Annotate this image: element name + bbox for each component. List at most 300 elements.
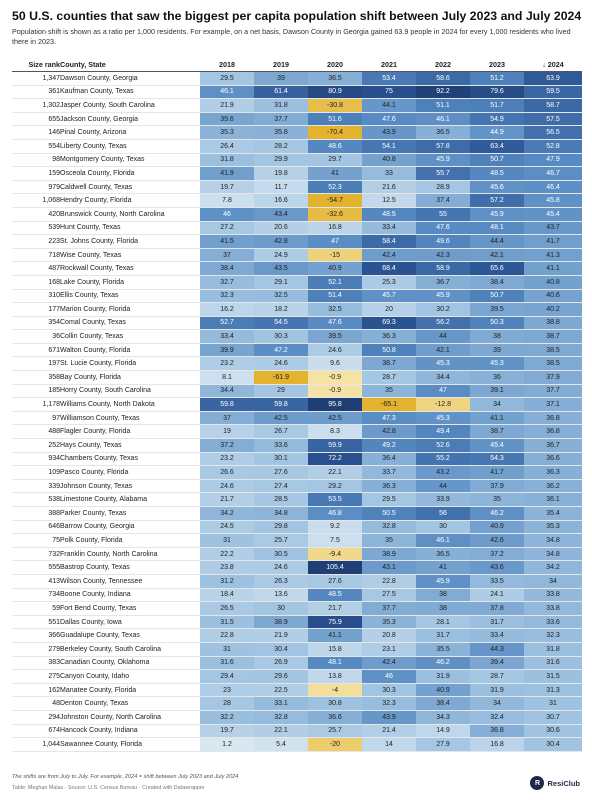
county-state-cell: Bay County, Florida [60, 371, 200, 385]
value-cell: 35 [470, 493, 524, 507]
size-rank-cell: 1,347 [12, 72, 60, 86]
value-cell: 27.5 [362, 588, 416, 602]
county-state-cell: St. Lucie County, Florida [60, 357, 200, 371]
value-cell: 27.6 [308, 574, 362, 588]
table-body [12, 72, 582, 752]
value-cell: 52.3 [308, 180, 362, 194]
value-cell: 42.5 [254, 411, 308, 425]
table-row [12, 126, 582, 140]
value-cell: 65.6 [470, 262, 524, 276]
value-cell: 50.7 [470, 153, 524, 167]
table-row [12, 534, 582, 548]
value-cell: 29.7 [308, 153, 362, 167]
value-cell: 40.6 [524, 289, 582, 303]
value-cell: 40.2 [524, 303, 582, 317]
value-cell: 52.8 [524, 139, 582, 153]
value-cell: 16.2 [200, 303, 254, 317]
value-cell: 35 [362, 534, 416, 548]
size-rank-cell: 159 [12, 167, 60, 181]
value-cell: 39 [470, 343, 524, 357]
value-cell: 54.9 [470, 112, 524, 126]
size-rank-cell: 354 [12, 316, 60, 330]
value-cell: 16.6 [254, 194, 308, 208]
size-rank-cell: 646 [12, 520, 60, 534]
table-row [12, 493, 582, 507]
value-cell: 23.1 [362, 642, 416, 656]
county-state-cell: Brunswick County, North Carolina [60, 207, 200, 221]
value-cell: 41.5 [200, 235, 254, 249]
value-cell: 38.4 [470, 275, 524, 289]
value-cell: 47.3 [362, 411, 416, 425]
value-cell: 19 [200, 425, 254, 439]
value-cell: 36.1 [524, 493, 582, 507]
size-rank-cell: 162 [12, 683, 60, 697]
value-cell: 35.3 [524, 520, 582, 534]
value-cell: 41.1 [470, 411, 524, 425]
value-cell: 20.8 [362, 629, 416, 643]
value-cell: 22.1 [308, 466, 362, 480]
value-cell: 26.9 [254, 656, 308, 670]
table-row [12, 452, 582, 466]
value-cell: 37.7 [362, 602, 416, 616]
resiclub-logo [530, 776, 580, 790]
size-rank-cell: 252 [12, 439, 60, 453]
value-cell: 19.7 [200, 724, 254, 738]
table-row [12, 303, 582, 317]
table-row [12, 615, 582, 629]
value-cell: 34 [524, 574, 582, 588]
header-2021[interactable]: 2021 [362, 58, 416, 72]
table-row [12, 371, 582, 385]
county-state-cell: Hendry County, Florida [60, 194, 200, 208]
table-row [12, 207, 582, 221]
value-cell: 46.2 [416, 656, 470, 670]
value-cell: 49.4 [416, 425, 470, 439]
value-cell: 34 [470, 697, 524, 711]
size-rank-cell: 275 [12, 670, 60, 684]
logo-mark-icon: R [530, 776, 544, 790]
value-cell: 21.7 [200, 493, 254, 507]
value-cell: 52.7 [200, 316, 254, 330]
value-cell: 75.9 [308, 615, 362, 629]
value-cell: 30.3 [254, 330, 308, 344]
county-state-cell: Hays County, Texas [60, 439, 200, 453]
value-cell: 43.4 [254, 207, 308, 221]
value-cell: 21.9 [200, 99, 254, 113]
value-cell: 37.4 [416, 194, 470, 208]
value-cell: 45.7 [362, 289, 416, 303]
header-2024-sorted[interactable]: ↓ 2024 [524, 58, 582, 72]
value-cell: 45.9 [416, 574, 470, 588]
value-cell: 56.5 [524, 126, 582, 140]
value-cell: 46.1 [416, 534, 470, 548]
county-state-cell: Limestone County, Alabama [60, 493, 200, 507]
value-cell: 24.1 [470, 588, 524, 602]
value-cell: 46 [200, 207, 254, 221]
value-cell: 19.7 [200, 180, 254, 194]
value-cell: 30 [416, 520, 470, 534]
value-cell: 32.3 [200, 289, 254, 303]
value-cell: 51.2 [470, 72, 524, 86]
value-cell: 34.4 [416, 371, 470, 385]
size-rank-cell: 279 [12, 642, 60, 656]
value-cell: 45.4 [470, 439, 524, 453]
value-cell: 27.4 [254, 479, 308, 493]
value-cell: 46.2 [470, 507, 524, 521]
value-cell: 45.3 [416, 357, 470, 371]
value-cell: 23 [200, 683, 254, 697]
value-cell: 47.6 [308, 316, 362, 330]
size-rank-cell: 488 [12, 425, 60, 439]
county-state-cell: Berkeley County, South Carolina [60, 642, 200, 656]
value-cell: 28.1 [416, 615, 470, 629]
table-row [12, 398, 582, 412]
table-row [12, 670, 582, 684]
value-cell: 68.4 [362, 262, 416, 276]
value-cell: 30.8 [308, 697, 362, 711]
value-cell: 41.9 [200, 167, 254, 181]
value-cell: 29.4 [200, 670, 254, 684]
value-cell: 33 [362, 167, 416, 181]
value-cell: 63.4 [470, 139, 524, 153]
value-cell: 36.6 [524, 452, 582, 466]
value-cell: 58.6 [416, 72, 470, 86]
value-cell: -32.6 [308, 207, 362, 221]
value-cell: 32.8 [254, 710, 308, 724]
table-row [12, 316, 582, 330]
value-cell: 33.4 [362, 221, 416, 235]
value-cell: 1.2 [200, 738, 254, 752]
value-cell: 23.2 [200, 357, 254, 371]
value-cell: 36.8 [524, 411, 582, 425]
size-rank-cell: 674 [12, 724, 60, 738]
value-cell: 58.9 [416, 262, 470, 276]
value-cell: 29.8 [254, 520, 308, 534]
value-cell: -12.8 [416, 398, 470, 412]
table-row [12, 710, 582, 724]
value-cell: 26.3 [254, 574, 308, 588]
value-cell: 40.8 [524, 275, 582, 289]
county-state-cell: Hunt County, Texas [60, 221, 200, 235]
value-cell: 31.8 [524, 642, 582, 656]
value-cell: 18.2 [254, 303, 308, 317]
value-cell: 35.8 [254, 126, 308, 140]
value-cell: 37.1 [524, 398, 582, 412]
table-row [12, 221, 582, 235]
value-cell: 43.9 [362, 126, 416, 140]
table-row [12, 561, 582, 575]
value-cell: 32.5 [308, 303, 362, 317]
value-cell: 35.4 [524, 507, 582, 521]
county-state-cell: Pasco County, Florida [60, 466, 200, 480]
county-state-cell: Denton County, Texas [60, 697, 200, 711]
value-cell: -4 [308, 683, 362, 697]
value-cell: 33.6 [254, 439, 308, 453]
value-cell: 21.4 [362, 724, 416, 738]
credit-line: Table: Meghan Malas · Source: U.S. Census Bureau · Created with Datawrapper [12, 785, 205, 791]
county-state-cell: Fort Bend County, Texas [60, 602, 200, 616]
table-row [12, 112, 582, 126]
value-cell: 59.8 [254, 398, 308, 412]
value-cell: 29 [254, 384, 308, 398]
county-state-cell: Sawannee County, Florida [60, 738, 200, 752]
value-cell: 48.1 [308, 656, 362, 670]
value-cell: 34.8 [524, 534, 582, 548]
size-rank-cell: 671 [12, 343, 60, 357]
county-state-cell: Wise County, Texas [60, 248, 200, 262]
value-cell: 28.7 [362, 371, 416, 385]
value-cell: 39.5 [470, 303, 524, 317]
value-cell: 37.9 [470, 479, 524, 493]
size-rank-cell: 48 [12, 697, 60, 711]
value-cell: 26.4 [200, 139, 254, 153]
value-cell: 22.8 [200, 629, 254, 643]
value-cell: 31.7 [470, 615, 524, 629]
value-cell: 30 [254, 602, 308, 616]
value-cell: 23.2 [200, 452, 254, 466]
size-rank-cell: 98 [12, 153, 60, 167]
county-state-cell: Liberty County, Texas [60, 139, 200, 153]
value-cell: 36.6 [308, 710, 362, 724]
table-row [12, 425, 582, 439]
size-rank-cell: 934 [12, 452, 60, 466]
value-cell: 33.4 [470, 629, 524, 643]
value-cell: 34.4 [200, 384, 254, 398]
county-state-cell: Dallas County, Iowa [60, 615, 200, 629]
county-state-cell: Manatee County, Florida [60, 683, 200, 697]
value-cell: 34.8 [524, 547, 582, 561]
value-cell: 44 [416, 479, 470, 493]
value-cell: 42.6 [470, 534, 524, 548]
value-cell: 48.5 [308, 588, 362, 602]
value-cell: 42.4 [362, 248, 416, 262]
value-cell: 12.5 [362, 194, 416, 208]
value-cell: 31.5 [524, 670, 582, 684]
value-cell: 47 [416, 384, 470, 398]
size-rank-cell: 655 [12, 112, 60, 126]
value-cell: 37.8 [470, 602, 524, 616]
value-cell: 36.7 [416, 275, 470, 289]
header-2020[interactable]: 2020 [308, 58, 362, 72]
value-cell: 39.9 [200, 343, 254, 357]
value-cell: 38.5 [524, 343, 582, 357]
value-cell: 30.7 [524, 710, 582, 724]
value-cell: 16.8 [308, 221, 362, 235]
value-cell: 48.5 [362, 207, 416, 221]
size-rank-cell: 1,044 [12, 738, 60, 752]
table-row [12, 738, 582, 752]
size-rank-cell: 413 [12, 574, 60, 588]
size-rank-cell: 75 [12, 534, 60, 548]
county-state-cell: Rockwall County, Texas [60, 262, 200, 276]
header-2019[interactable]: 2019 [254, 58, 308, 72]
table-row [12, 139, 582, 153]
value-cell: 45.3 [470, 357, 524, 371]
value-cell: 28.5 [254, 493, 308, 507]
header-2023[interactable]: 2023 [470, 58, 524, 72]
value-cell: 47.6 [362, 112, 416, 126]
size-rank-cell: 185 [12, 384, 60, 398]
county-state-cell: Chambers County, Texas [60, 452, 200, 466]
value-cell: 43.5 [254, 262, 308, 276]
value-cell: 36.3 [362, 330, 416, 344]
header-size-rank[interactable]: Size rank [12, 58, 60, 72]
county-state-cell: Canadian County, Oklahoma [60, 656, 200, 670]
value-cell: 38 [470, 330, 524, 344]
size-rank-cell: 177 [12, 303, 60, 317]
size-rank-cell: 551 [12, 615, 60, 629]
value-cell: 52.6 [416, 439, 470, 453]
value-cell: 58.7 [524, 99, 582, 113]
county-state-cell: Johnston County, North Carolina [60, 710, 200, 724]
county-state-cell: Bastrop County, Texas [60, 561, 200, 575]
size-rank-cell: 538 [12, 493, 60, 507]
value-cell: 24.9 [254, 248, 308, 262]
value-cell: 40.9 [470, 520, 524, 534]
value-cell: 59.8 [200, 398, 254, 412]
size-rank-cell: 36 [12, 330, 60, 344]
county-state-cell: Dawson County, Georgia [60, 72, 200, 86]
table-row [12, 411, 582, 425]
size-rank-cell: 718 [12, 248, 60, 262]
value-cell: 11.7 [254, 180, 308, 194]
value-cell: 25.7 [308, 724, 362, 738]
value-cell: 34.8 [254, 507, 308, 521]
chart-title: 50 U.S. counties that saw the biggest per capita population shift between July 2023 and July 2024 [12, 9, 582, 23]
value-cell: 75 [362, 85, 416, 99]
value-cell: 46.1 [200, 85, 254, 99]
value-cell: 24.6 [200, 479, 254, 493]
value-cell: 50.7 [470, 289, 524, 303]
county-state-cell: Franklin County, North Carolina [60, 547, 200, 561]
data-table [12, 58, 582, 752]
county-state-cell: Barrow County, Georgia [60, 520, 200, 534]
table-row [12, 439, 582, 453]
value-cell: 8.1 [200, 371, 254, 385]
header-2018[interactable]: 2018 [200, 58, 254, 72]
value-cell: 34.2 [200, 507, 254, 521]
value-cell: 31.9 [470, 683, 524, 697]
value-cell: 28.7 [470, 670, 524, 684]
value-cell: 39.1 [470, 384, 524, 398]
value-cell: 50.8 [362, 343, 416, 357]
value-cell: 45.9 [416, 289, 470, 303]
county-state-cell: Boone County, Indiana [60, 588, 200, 602]
value-cell: 33.7 [362, 466, 416, 480]
value-cell: 24.5 [200, 520, 254, 534]
value-cell: 47.2 [254, 343, 308, 357]
size-rank-cell: 555 [12, 561, 60, 575]
size-rank-cell: 732 [12, 547, 60, 561]
value-cell: 38.7 [362, 357, 416, 371]
value-cell: 33.6 [524, 615, 582, 629]
header-county-state[interactable]: County, State [60, 58, 200, 72]
value-cell: 21.7 [308, 602, 362, 616]
value-cell: 45.9 [416, 153, 470, 167]
value-cell: 36.5 [416, 547, 470, 561]
value-cell: -54.7 [308, 194, 362, 208]
value-cell: 44 [416, 330, 470, 344]
value-cell: 22.2 [200, 547, 254, 561]
county-state-cell: Wilson County, Tennessee [60, 574, 200, 588]
county-state-cell: Collin County, Texas [60, 330, 200, 344]
value-cell: 36.5 [416, 126, 470, 140]
value-cell: 22.1 [254, 724, 308, 738]
value-cell: 46.8 [308, 507, 362, 521]
table-row [12, 466, 582, 480]
table-row [12, 642, 582, 656]
value-cell: 61.4 [254, 85, 308, 99]
value-cell: 41.7 [470, 466, 524, 480]
value-cell: 54.1 [362, 139, 416, 153]
value-cell: 29.5 [362, 493, 416, 507]
value-cell: -15 [308, 248, 362, 262]
size-rank-cell: 979 [12, 180, 60, 194]
value-cell: 45.4 [524, 207, 582, 221]
value-cell: 42.5 [308, 411, 362, 425]
value-cell: 26.7 [254, 425, 308, 439]
value-cell: 37.9 [524, 371, 582, 385]
value-cell: 22.8 [362, 574, 416, 588]
value-cell: 27.9 [416, 738, 470, 752]
county-state-cell: Horry County, South Carolina [60, 384, 200, 398]
value-cell: 36.4 [362, 452, 416, 466]
value-cell: 31.5 [200, 615, 254, 629]
table-row [12, 275, 582, 289]
value-cell: 35 [362, 384, 416, 398]
value-cell: 37.2 [470, 547, 524, 561]
value-cell: 20.6 [254, 221, 308, 235]
value-cell: 51.7 [470, 99, 524, 113]
value-cell: 38 [416, 602, 470, 616]
value-cell: 56 [416, 507, 470, 521]
value-cell: 35.5 [416, 642, 470, 656]
value-cell: 7.8 [200, 194, 254, 208]
value-cell: 54.3 [470, 452, 524, 466]
value-cell: 29.2 [308, 479, 362, 493]
value-cell: 28 [200, 697, 254, 711]
table-row [12, 384, 582, 398]
value-cell: 13.8 [308, 670, 362, 684]
value-cell: 59.5 [524, 85, 582, 99]
value-cell: 41.7 [524, 235, 582, 249]
county-state-cell: Guadalupe County, Texas [60, 629, 200, 643]
header-2022[interactable]: 2022 [416, 58, 470, 72]
size-rank-cell: 1,302 [12, 99, 60, 113]
value-cell: 53.5 [308, 493, 362, 507]
value-cell: 31 [200, 642, 254, 656]
value-cell: 38.8 [524, 316, 582, 330]
table-row [12, 507, 582, 521]
value-cell: 33.8 [524, 602, 582, 616]
value-cell: 37.7 [524, 384, 582, 398]
value-cell: 38.4 [200, 262, 254, 276]
value-cell: 25.3 [362, 275, 416, 289]
value-cell: 51.1 [416, 99, 470, 113]
size-rank-cell: 366 [12, 629, 60, 643]
value-cell: 39.6 [200, 112, 254, 126]
value-cell: 42.1 [470, 248, 524, 262]
table-row [12, 520, 582, 534]
value-cell: 105.4 [308, 561, 362, 575]
size-rank-cell: 361 [12, 85, 60, 99]
size-rank-cell: 294 [12, 710, 60, 724]
value-cell: 36.8 [524, 425, 582, 439]
value-cell: 29.5 [200, 72, 254, 86]
table-row [12, 330, 582, 344]
county-state-cell: Williams County, North Dakota [60, 398, 200, 412]
value-cell: 55 [416, 207, 470, 221]
